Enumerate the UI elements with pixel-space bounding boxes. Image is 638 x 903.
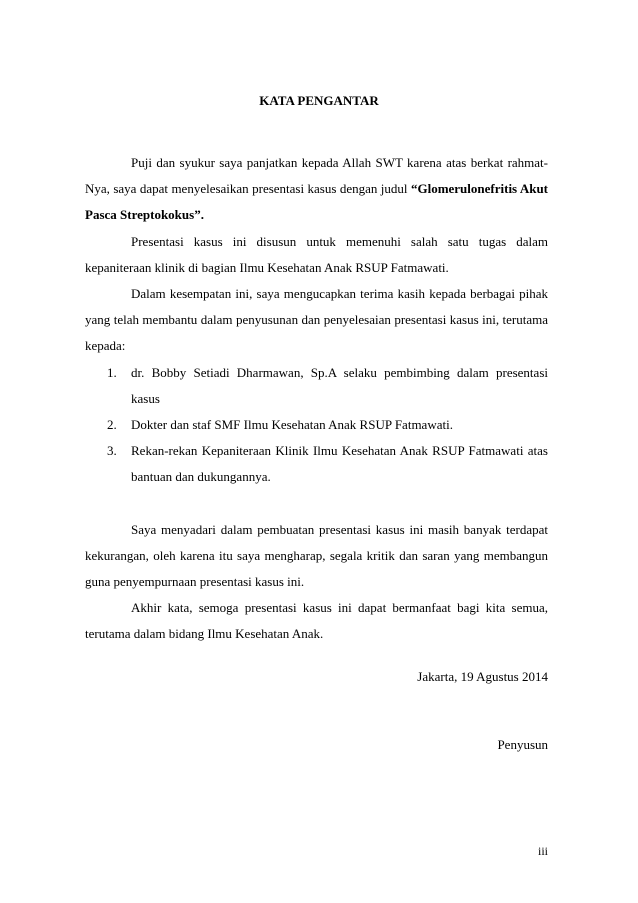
page-number: iii: [537, 844, 548, 858]
paragraph-intro: [85, 150, 548, 229]
page-title: KATA PENGANTAR: [259, 93, 379, 108]
spacer: [85, 491, 548, 517]
acknowledgement-list: [85, 360, 548, 491]
list-item-number: 2.: [107, 417, 117, 433]
list-item-text: dr. Bobby Setiadi Dharmawan, Sp.A selaku pembimbing dalam presentasi kasus: [131, 364, 548, 406]
list-item-number: 3.: [107, 443, 117, 459]
paragraph-closing: Akhir kata, semoga presentasi kasus ini dapat bermanfaat bagi kita semua, terutama dalam bidang Ilmu Kesehatan Anak.: [85, 600, 548, 642]
list-item-number: 1.: [107, 364, 117, 380]
case-title: “Glomerulonefritis Akut Pasca Streptokokus”.: [85, 181, 549, 223]
document-body: [85, 150, 548, 648]
list-item: [85, 412, 548, 438]
list-item: [85, 360, 548, 412]
place-date: Jakarta, 19 Agustus 2014: [417, 669, 548, 684]
paragraph-purpose: Presentasi kasus ini disusun untuk memenuhi salah satu tugas dalam kepaniteraan klinik di bagian Ilmu Kesehatan Anak RSUP Fatmawati.: [85, 233, 548, 275]
signature: Penyusun: [497, 737, 548, 752]
paragraph-shortcomings: Saya menyadari dalam pembuatan presentasi kasus ini masih banyak terdapat kekurangan, oleh karena itu saya mengharap, segala kritik dan saran yang membangun guna penyempurnaan presentasi kasus ini.: [85, 521, 548, 590]
list-item: [85, 438, 548, 490]
list-item-text: Dokter dan staf SMF Ilmu Kesehatan Anak RSUP Fatmawati.: [131, 417, 453, 433]
paragraph-intro-text: Puji dan syukur saya panjatkan kepada Allah SWT karena atas berkat rahmat-Nya, saya dapat menyelesaikan presentasi kasus dengan judul: [85, 155, 548, 197]
list-item-text: Rekan-rekan Kepaniteraan Klinik Ilmu Kesehatan Anak RSUP Fatmawati atas bantuan dan dukungannya.: [131, 443, 548, 485]
paragraph-thanks: Dalam kesempatan ini, saya mengucapkan terima kasih kepada berbagai pihak yang telah membantu dalam penyusunan dan penyelesaian presentasi kasus ini, terutama kepada:: [85, 286, 548, 354]
